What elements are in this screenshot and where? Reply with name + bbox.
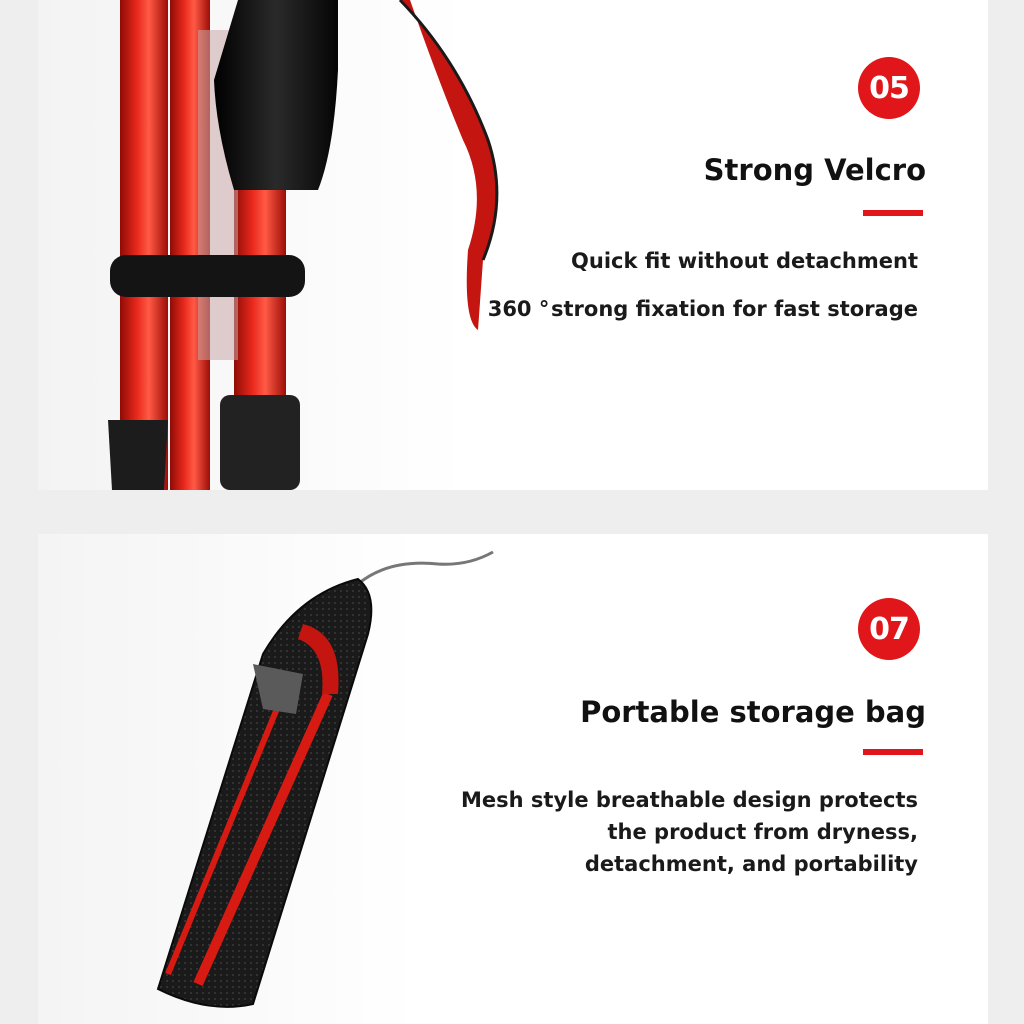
feature-number-badge: 05 [858,57,920,119]
feature-title: Strong Velcro [703,153,926,187]
feature-description [488,245,918,325]
accent-divider [863,210,923,216]
description-line: detachment, and portability [584,852,918,876]
feature-panel-storage-bag [38,534,988,1024]
feature-panel-velcro [38,0,988,490]
feature-number-badge: 07 [858,598,920,660]
feature-description [461,784,918,880]
description-line: Quick fit without detachment [571,249,918,273]
accent-divider [863,749,923,755]
description-line: the product from dryness, [607,820,918,844]
description-degree: 360 ° [487,297,550,321]
velcro-product-photo [38,0,538,490]
description-line-group [488,293,918,325]
description-line: strong fixation for fast storage [551,297,918,321]
storage-bag-product-photo [38,534,538,1024]
description-line: Mesh style breathable design protects [461,788,918,812]
feature-title: Portable storage bag [580,695,926,729]
